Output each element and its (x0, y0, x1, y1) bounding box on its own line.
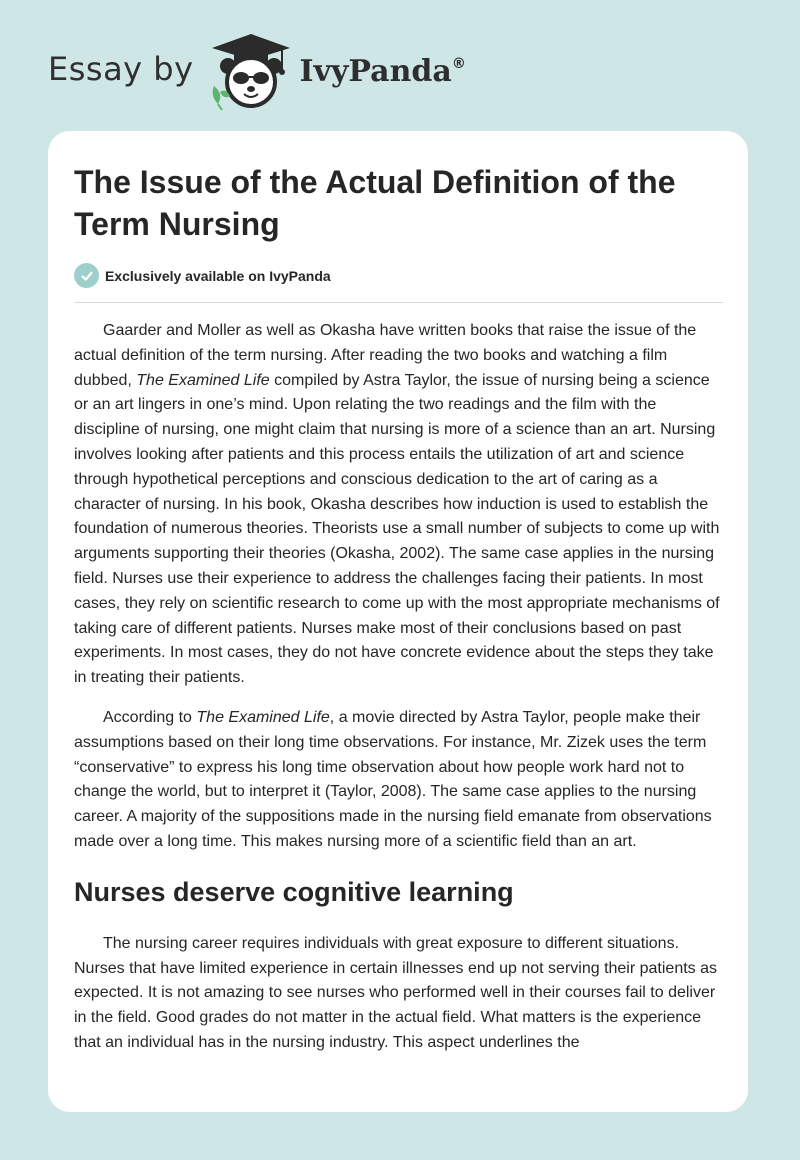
paragraph-text: compiled by Astra Taylor, the issue of nursing being a science or an art lingers in one’s mind. Upon relating the two readings and the film with the discipline of nursing, one might claim that nursing is more of a science than an art. Nursing involves looking after patients and this process entails the utilization of art and science through hypothetical perceptions and conscious dedication to the art of caring as a character of nursing. In his book, Okasha describes how induction is used to establish the foundation of numerous theories. Theorists use a small number of subjects to come up with arguments supporting their theories (Okasha, 2002). The same case applies in the nursing field. Nurses use their experience to address the challenges facing their patients. In most cases, they rely on scientific research to come up with the most appropriate mechanisms of taking care of different patients. Nurses make most of their conclusions based on past experiments. In most cases, they do not have concrete evidence about the steps they take in treating their patients. (74, 371, 720, 687)
essay-by-label: Essay by (48, 50, 194, 88)
exclusive-label: Exclusively available on IvyPanda (105, 267, 331, 284)
divider (74, 302, 723, 303)
paragraph-text: Gaarder and Moller as well as Okasha have written books that raise the issue of the actual definition of the term nursing. After reading the two books and watching a film dubbed, (74, 322, 697, 389)
paragraph-text: , a movie directed by Astra Taylor, people make their assumptions based on their long time observations. For instance, Mr. Zizek uses the term “conservative” to express his long time observation about how people work hard not to change the world, but to interpret it (Taylor, 2008). The same case applies to the nursing career. A majority of the suppositions made in the nursing field emanate from observations made over a long time. This makes nursing more of a scientific field than an art. (74, 708, 712, 850)
paragraph-1 (74, 319, 724, 691)
site-header (48, 30, 466, 110)
paragraph-2 (74, 706, 724, 855)
film-title: The Examined Life (136, 371, 270, 389)
film-title: The Examined Life (196, 708, 330, 726)
brand-text: IvyPanda (299, 53, 452, 89)
page-title: The Issue of the Actual Definition of the Term Nursing (74, 164, 676, 242)
check-icon (74, 263, 99, 288)
essay-body (74, 319, 724, 1071)
section-heading: Nurses deserve cognitive learning (74, 876, 514, 907)
paragraph-text: According to (103, 708, 197, 726)
brand-name[interactable] (300, 54, 466, 89)
essay-card (48, 131, 748, 1112)
panda-graduate-icon[interactable] (208, 30, 294, 110)
exclusive-badge (74, 263, 331, 288)
registered-mark: ® (451, 55, 466, 72)
paragraph-3: The nursing career requires individuals with great exposure to different situations. Nurses that have limited experience in certain illnesses end up not serving their patients as expected. It is not amazing to see nurses who performed well in their courses fail to deliver in the field. Good grades do not matter in the actual field. What matters is the experience that an individual has in the nursing industry. This aspect underlines the (74, 934, 718, 1051)
